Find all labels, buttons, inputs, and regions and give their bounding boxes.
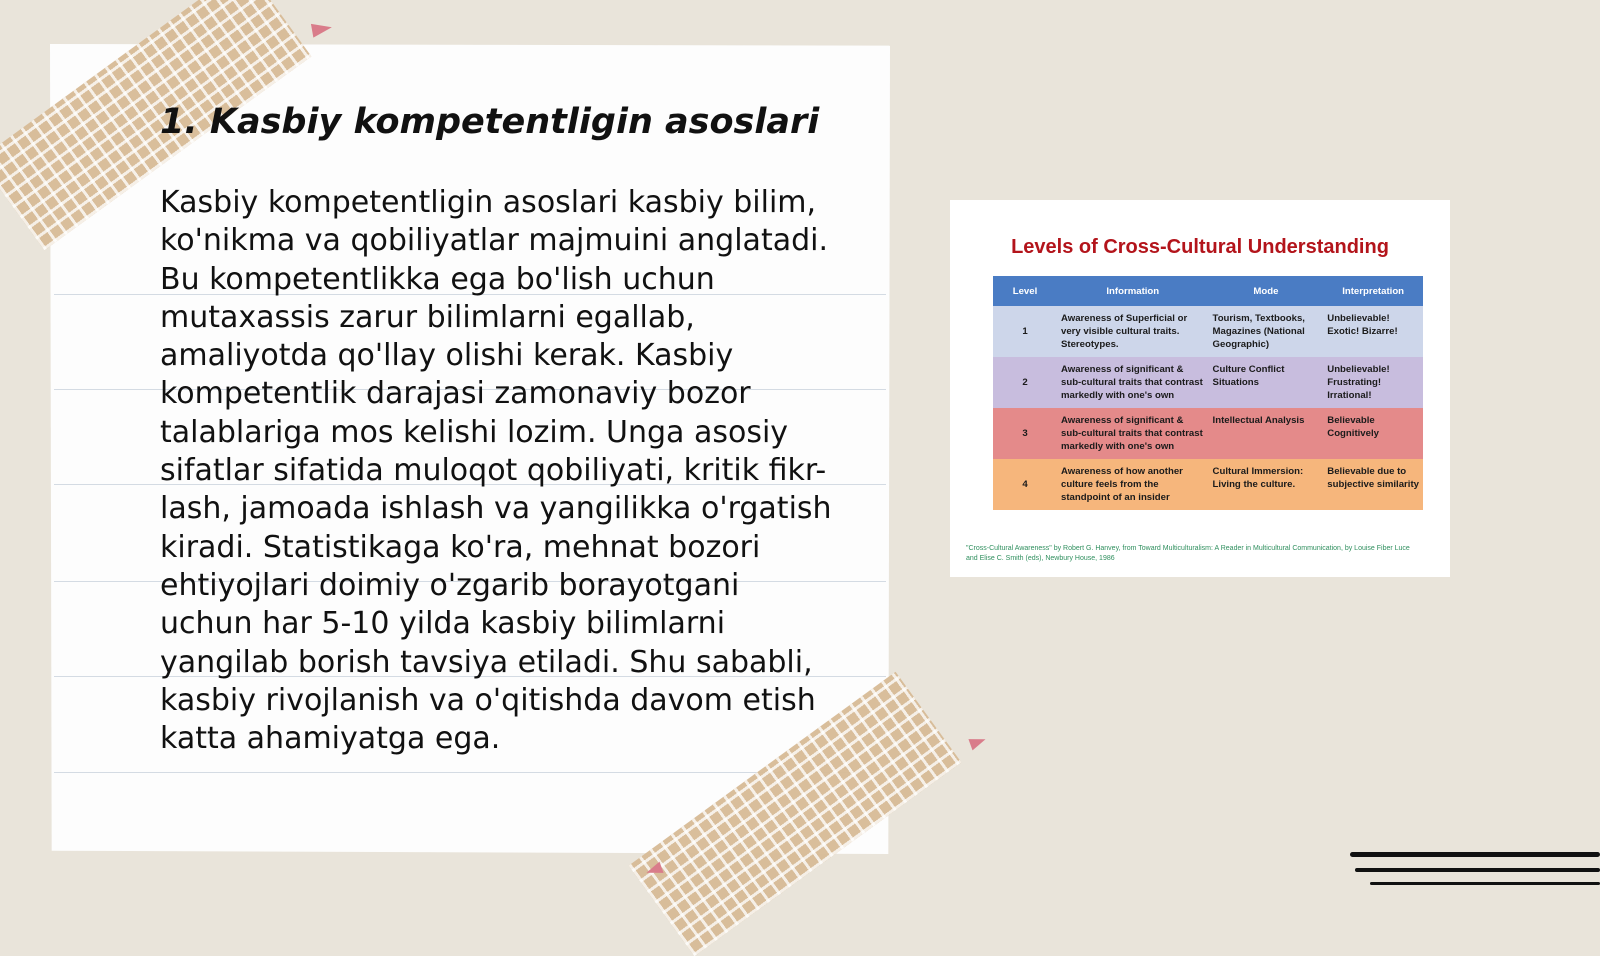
cross-cultural-table-image — [950, 200, 1450, 577]
cell-mode: Cultural Immersion: Living the culture. — [1209, 459, 1324, 510]
table-row — [993, 306, 1423, 357]
table-citation: "Cross-Cultural Awareness" by Robert G. Hanvey, from Toward Multiculturalism: A Reader in Multicultural Communication, by Louise Fiber Luce and Elise C. Smith (eds), Newbury House, 1986 — [966, 545, 1410, 562]
brush-stroke — [1370, 882, 1600, 885]
cell-interpretation: Unbelievable! Exotic! Bizarre! — [1323, 306, 1423, 357]
table-row — [993, 357, 1423, 408]
cell-mode: Intellectual Analysis — [1209, 408, 1324, 459]
header-mode: Mode — [1209, 276, 1324, 306]
header-interpretation: Interpretation — [1323, 276, 1423, 306]
cell-interpretation: Believable Cognitively — [1323, 408, 1423, 459]
cell-information: Awareness of significant & sub-cultural traits that contrast markedly with one's own — [1057, 408, 1209, 459]
cell-level: 4 — [993, 459, 1057, 510]
brush-stroke — [1355, 868, 1600, 872]
cell-interpretation: Unbelievable! Frustrating! Irrational! — [1323, 357, 1423, 408]
cell-interpretation: Believable due to subjective similarity — [1323, 459, 1423, 510]
header-information: Information — [1057, 276, 1209, 306]
cell-level: 3 — [993, 408, 1057, 459]
tape-pin-top — [311, 20, 333, 37]
cell-level: 1 — [993, 306, 1057, 357]
table-row — [993, 408, 1423, 459]
tape-pin-bottom — [968, 734, 987, 751]
slide-body-text: Kasbiy kompetentligin asoslari kasbiy bilim, ko'nikma va qobiliyatlar majmuini anglatadi. Bu kompetentlikka ega bo'lish uchun mutaxassis zarur bilimlarni egallab, amaliyotda qo'llay olishi kerak. Kasbiy kompetentlik darajasi zamonaviy bozor talablariga mos kelishi lozim. Unga asosiy sifatlar sifatida muloqot qobiliyati, kritik fikr-lash, jamoada ishlash va yangilikka o'rgatish kiradi. Statistikaga ko'ra, mehnat bozori ehtiyojlari doimiy o'zgarib borayotgani uchun har 5-10 yilda kasbiy bilimlarni yangilab borish tavsiya etiladi. Shu sababli, kasbiy rivojlanish va o'qitishda davom etish katta ahamiyatga ega. — [160, 185, 832, 757]
slide-title: 1. Kasbiy kompetentligin asoslari — [160, 102, 820, 142]
cell-mode: Culture Conflict Situations — [1209, 357, 1324, 408]
cell-mode: Tourism, Textbooks, Magazines (National Geographic) — [1209, 306, 1324, 357]
cell-information: Awareness of Superficial or very visible cultural traits. Stereotypes. — [1057, 306, 1209, 357]
table-image-title: Levels of Cross-Cultural Understanding — [1011, 236, 1389, 258]
cell-level: 2 — [993, 357, 1057, 408]
brush-stroke — [1350, 852, 1600, 857]
table-header-row — [993, 276, 1423, 306]
cell-information: Awareness of how another culture feels from the standpoint of an insider — [1057, 459, 1209, 510]
levels-table — [993, 276, 1423, 510]
cell-information: Awareness of significant & sub-cultural traits that contrast markedly with one's own — [1057, 357, 1209, 408]
table-row — [993, 459, 1423, 510]
header-level: Level — [993, 276, 1057, 306]
